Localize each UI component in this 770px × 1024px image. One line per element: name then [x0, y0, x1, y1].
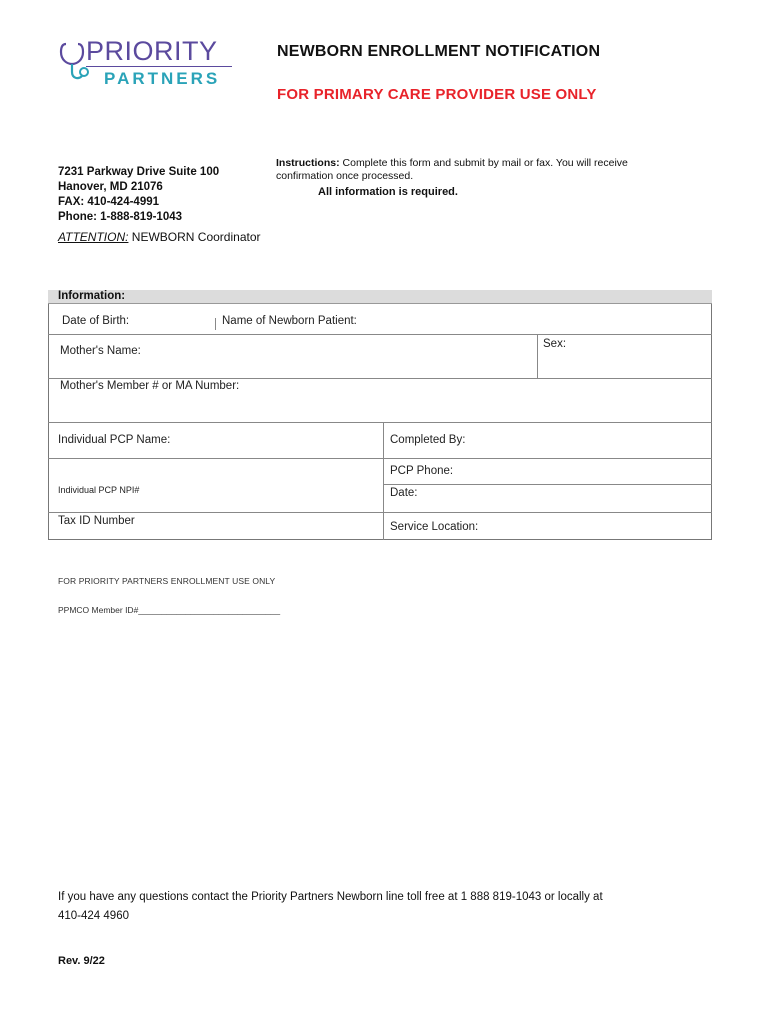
- fax-number: FAX: 410-424-4991: [58, 196, 160, 208]
- completed-by-field[interactable]: Completed By:: [390, 434, 466, 446]
- newborn-name-field[interactable]: Name of Newborn Patient:: [222, 315, 357, 327]
- revision-label: Rev. 9/22: [58, 955, 105, 967]
- sex-field[interactable]: Sex:: [543, 338, 567, 350]
- logo-word-partners: PARTNERS: [104, 69, 221, 88]
- address-line2: Hanover, MD 21076: [58, 181, 163, 193]
- attention-label: ATTENTION:: [58, 230, 129, 244]
- pcp-name-field[interactable]: Individual PCP Name:: [58, 434, 171, 446]
- pcp-npi-field[interactable]: Individual PCP NPI#: [58, 485, 140, 495]
- attention-line: [58, 230, 261, 244]
- member-number-field[interactable]: Mother's Member # or MA Number:: [60, 380, 240, 392]
- footer-line1: If you have any questions contact the Priority Partners Newborn line toll free at 1 888 819-1043 or locally at: [58, 891, 603, 903]
- section-header-bar: [48, 290, 712, 304]
- contact-footer: [58, 888, 678, 926]
- form-title: NEWBORN ENROLLMENT NOTIFICATION: [277, 43, 601, 60]
- row-divider: [383, 484, 712, 485]
- instructions: [276, 157, 676, 183]
- row-divider: [48, 512, 712, 513]
- pcp-phone-field[interactable]: PCP Phone:: [390, 465, 454, 477]
- row-divider: [48, 458, 712, 459]
- enrollment-use-heading: FOR PRIORITY PARTNERS ENROLLMENT USE ONLY: [58, 576, 276, 586]
- instructions-text: Complete this form and submit by mail or fax. You will receive confirmation once processed.: [276, 157, 628, 182]
- row-divider: [48, 422, 712, 423]
- footer-line2: 410-424 4960: [58, 910, 129, 922]
- service-location-field[interactable]: Service Location:: [390, 521, 479, 533]
- divider: [215, 318, 216, 330]
- section-header: Information:: [58, 290, 126, 302]
- required-note: All information is required.: [318, 186, 458, 198]
- attention-value: NEWBORN Coordinator: [131, 230, 261, 244]
- logo-divider: [86, 66, 232, 67]
- row-divider: [48, 378, 712, 379]
- date-field[interactable]: Date:: [390, 487, 418, 499]
- information-form: [48, 290, 712, 540]
- phone-number: Phone: 1-888-819-1043: [58, 211, 183, 223]
- dob-field[interactable]: Date of Birth:: [62, 315, 130, 327]
- form-subtitle: FOR PRIMARY CARE PROVIDER USE ONLY: [277, 86, 597, 103]
- row-divider: [48, 334, 712, 335]
- mother-name-field[interactable]: Mother's Name:: [60, 345, 141, 357]
- logo-word-priority: PRIORITY: [86, 36, 218, 66]
- member-id-blank[interactable]: ______________________________: [138, 605, 281, 615]
- member-id-line[interactable]: [58, 605, 280, 615]
- divider: [537, 334, 538, 378]
- address-line1: 7231 Parkway Drive Suite 100: [58, 166, 220, 178]
- instructions-label: Instructions:: [276, 157, 340, 169]
- divider: [383, 422, 384, 540]
- address-block: [58, 165, 219, 225]
- tax-id-field[interactable]: Tax ID Number: [58, 515, 135, 527]
- member-id-label: PPMCO Member ID#: [58, 605, 139, 615]
